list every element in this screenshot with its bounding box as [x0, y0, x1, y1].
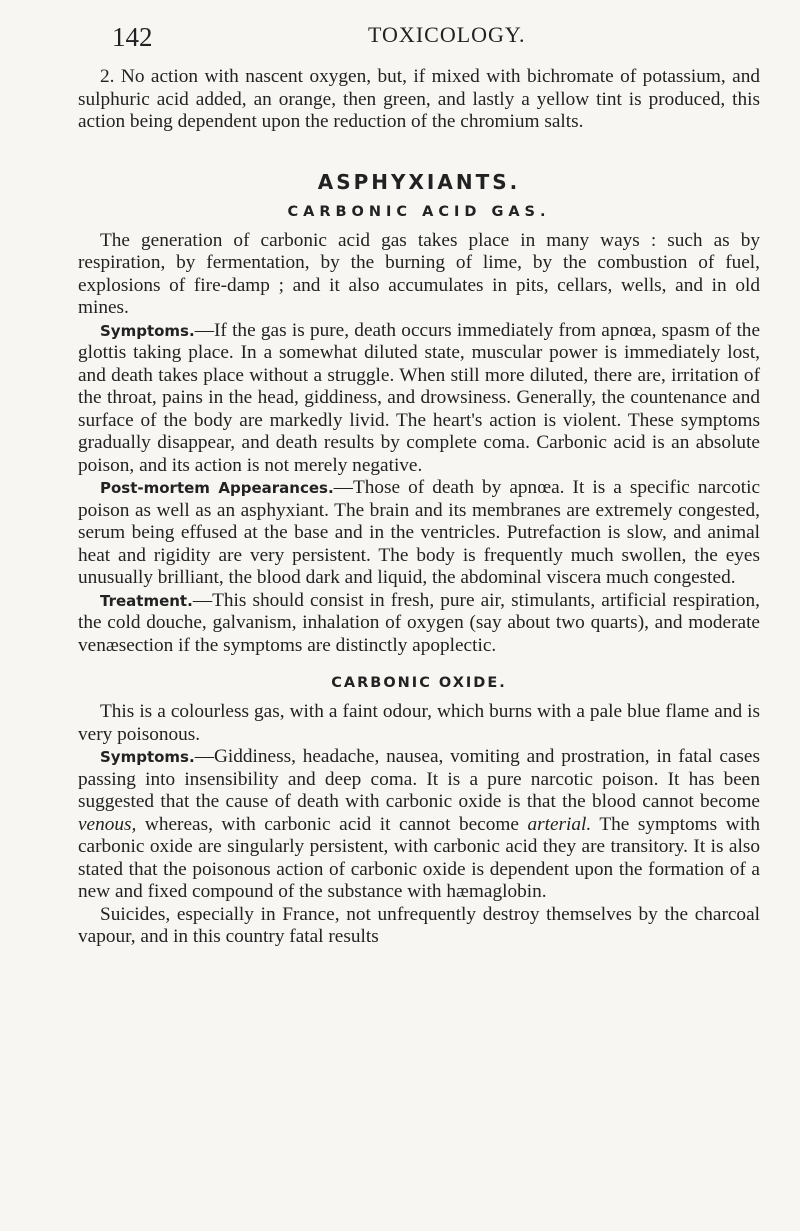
run-in-heading-symptoms: Symptoms.: [100, 321, 195, 340]
italic-arterial: arterial.: [527, 813, 592, 835]
treatment-text: —This should consist in fresh, pure air, stimulants, artificial respiration, the cold douche, galvanism, inhalation of oxygen (say about two quarts), and moderate venæsection if the symptoms are distinctly apoplectic.: [78, 589, 760, 656]
paragraph-item-2: 2. No action with nascent oxygen, but, if mixed with bichromate of potassium, and sulphuric acid added, an orange, then green, and lastly a yellow tint is produced, this action being dependent upon the reduction of the chromium salts.: [78, 66, 760, 132]
symptoms-oxide-text-c: The symptoms with carbonic oxide are singularly persistent, with carbonic acid they are transitory. It is also stated that the poisonous action of carbonic oxide is dependent upon the formation of a new and fixed compound of the substance with hæmaglobin.: [78, 813, 760, 902]
symptoms-text: —If the gas is pure, death occurs immediately from apnœa, spasm of the glottis taking place. In a somewhat diluted state, muscular power is immediately lost, and death takes place without a struggle. When still more diluted, there are, irritation of the throat, pains in the head, giddiness, and drowsiness. Generally, the countenance and surface of the body are markedly livid. The heart's action is violent. These symptoms gradually disappear, and death results by complete coma. Carbonic acid is an absolute poison, and its action is not merely negative.: [78, 319, 760, 476]
symptoms-oxide-text-b: whereas, with carbonic acid it cannot become: [136, 813, 528, 835]
paragraph-treatment: [78, 590, 760, 658]
subsection-heading-carbonic-acid: CARBONIC ACID GAS.: [287, 203, 551, 220]
section-heading-asphyxiants: ASPHYXIANTS.: [317, 169, 521, 194]
italic-venous: venous,: [78, 813, 137, 835]
paragraph-carbonic-acid-symptoms: [78, 320, 760, 478]
run-in-heading-post-mortem: Post-mortem Appearances.: [100, 479, 334, 497]
run-in-heading-treatment: Treatment.: [100, 591, 193, 610]
paragraph-carbonic-oxide-symptoms: [78, 746, 760, 904]
run-in-heading-symptoms-oxide: Symptoms.: [100, 748, 195, 766]
symptoms-oxide-text-a: —Giddiness, headache, nausea, vomiting and prostration, in fatal cases passing into insensibility and deep coma. It is a pure narcotic poison. It has been suggested that the cause of death with carbonic oxide is that the blood cannot become: [78, 746, 760, 812]
post-mortem-text: —Those of death by apnœa. It is a specific narcotic poison as well as an asphyxiant. The brain and its membranes are extremely congested, serum being effused at the base and in the ventricles. Putrefaction is slow, and animal heat and rigidity are very persistent. The body is frequently much swollen, the eyes unusually brilliant, the blood dark and liquid, the abdominal viscera much congested.: [78, 477, 760, 588]
paragraph-post-mortem: [78, 477, 760, 590]
paragraph-carbonic-acid-intro: The generation of carbonic acid gas takes place in many ways : such as by respiration, by fermentation, by the burning of lime, by the combustion of fuel, explosions of fire-damp ; and it also accumulates in pits, cellars, wells, and in old mines.: [78, 229, 760, 318]
page-number: 142: [112, 22, 153, 52]
page-header: [0, 22, 800, 62]
page-body: [78, 66, 760, 949]
paragraph-suicides: Suicides, especially in France, not unfrequently destroy themselves by the charcoal vapour, and in this country fatal results: [78, 903, 760, 947]
running-title: TOXICOLOGY.: [368, 22, 526, 47]
paragraph-carbonic-oxide-intro: This is a colourless gas, with a faint odour, which burns with a pale blue flame and is very poisonous.: [78, 701, 760, 745]
subsection-heading-carbonic-oxide: CARBONIC OXIDE.: [331, 675, 507, 691]
